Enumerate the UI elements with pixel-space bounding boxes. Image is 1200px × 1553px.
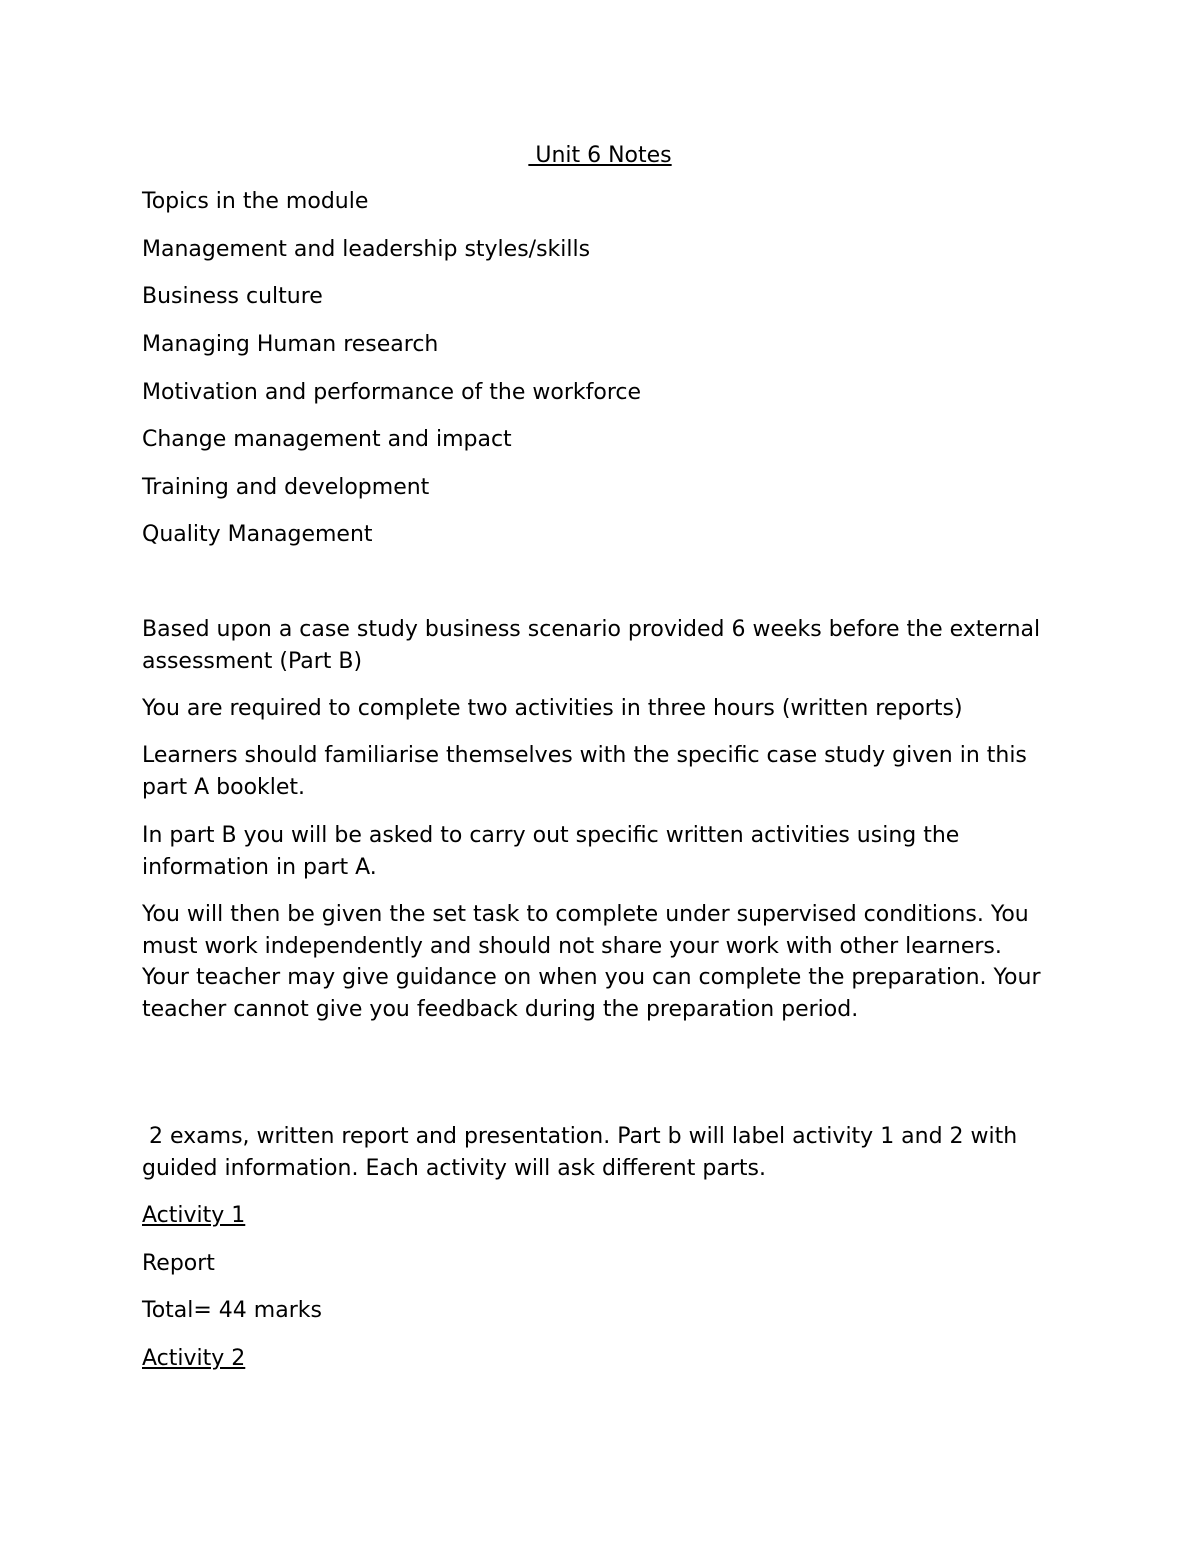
topic-item: Motivation and performance of the workforce [142, 380, 642, 405]
document-title: Unit 6 Notes [528, 143, 672, 168]
topic-item: Management and leadership styles/skills [142, 237, 591, 262]
activity-1-heading: Activity 1 [142, 1203, 246, 1228]
paragraph: In part B you will be asked to carry out specific written activities using the information in part A. [142, 823, 960, 880]
topic-item: Managing Human research [142, 332, 439, 357]
topic-item: Training and development [142, 475, 430, 500]
activity-1-type: Report [142, 1251, 215, 1276]
activity-2-heading: Activity 2 [142, 1346, 246, 1371]
activity-1-total: Total= 44 marks [142, 1298, 322, 1323]
paragraph: Learners should familiarise themselves with the specific case study given in this part A booklet. [142, 743, 1027, 800]
topics-heading: Topics in the module [142, 189, 369, 214]
topic-item: Business culture [142, 284, 323, 309]
topic-item: Change management and impact [142, 427, 512, 452]
paragraph: 2 exams, written report and presentation. Part b will label activity 1 and 2 with guided information. Each activity will ask different parts. [142, 1124, 1025, 1181]
paragraph: Based upon a case study business scenario provided 6 weeks before the external assessment (Part B) [142, 617, 1041, 674]
paragraph: You are required to complete two activities in three hours (written reports) [142, 696, 963, 721]
paragraph: You will then be given the set task to complete under supervised conditions. You must work independently and should not share your work with other learners. Your teacher may give guidance on when you can complete the preparation. Your teacher cannot give you feedback during the preparation period. [142, 902, 1041, 1022]
topic-item: Quality Management [142, 522, 373, 547]
